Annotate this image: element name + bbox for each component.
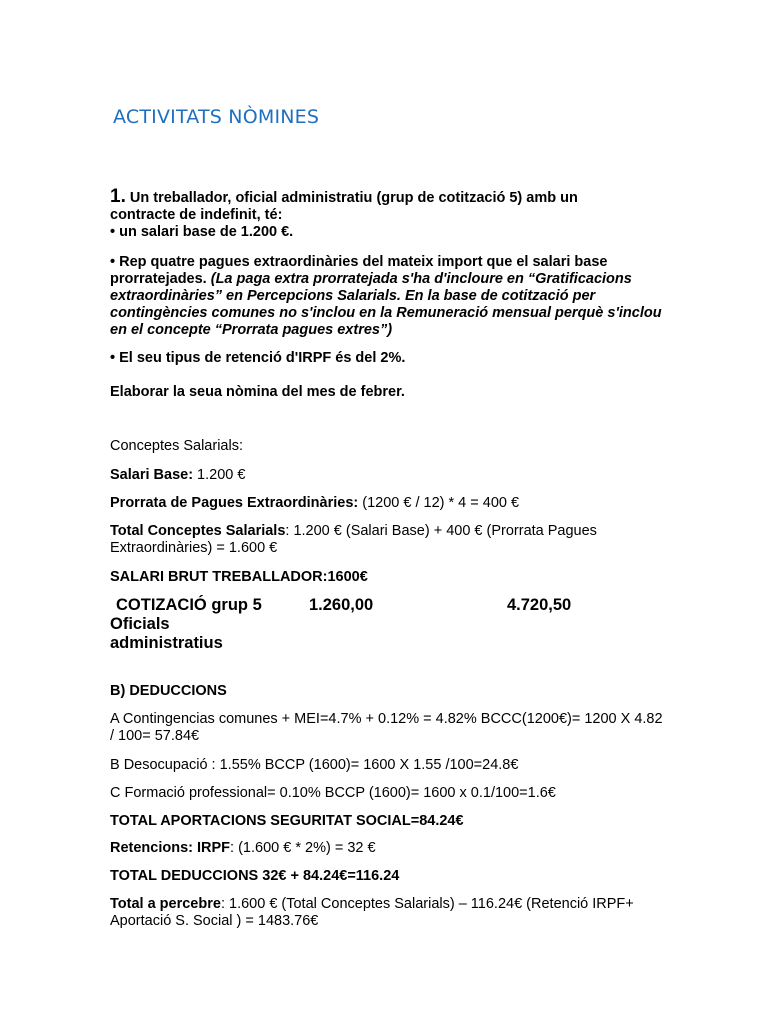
salary-base-value: 1.200 € [193,467,246,483]
cotizacio-row [110,596,670,656]
total-concepts-label: Total Conceptes Salarials [110,523,286,539]
cotizacio-value-min: 1.260,00 [309,596,374,614]
total-concepts-line [110,523,670,557]
bullet-pagues [110,254,670,339]
exercise-intro-line2: contracte de indefinit, té: [110,207,283,223]
deduction-c: C Formació professional= 0.10% BCCP (1600)= 1600 x 0.1/100=1.6€ [110,785,556,801]
total-percebre-label: Total a percebre [110,896,221,912]
prorrata-label: Prorrata de Pagues Extraordinàries: [110,495,359,511]
total-percebre-value: : 1.600 € (Total Conceptes Salarials) – 116.24€ (Retenció IRPF+ Aportació S. Social ) = 1483.76€ [110,896,634,929]
bullet-salary-base: • un salari base de 1.200 €. [110,224,294,240]
bullet-pagues-note: (La paga extra prorratejada s'ha d'incloure en “Gratificacions extraordinàries” en Percepcions Salarials. En la base de cotització per contingències comunes no s'inclou en la Remuneració mensual perquè s'inclou en el concepte “Prorrata pagues extres”) [110,271,662,338]
cotizacio-group-line2: administratius [110,634,223,652]
prorrata-line [110,495,670,512]
cotizacio-value-max: 4.720,50 [507,596,572,614]
exercise-intro-line1: Un treballador, oficial administratiu (grup de cotització 5) amb un [125,190,578,206]
total-ss: TOTAL APORTACIONS SEGURITAT SOCIAL=84.24€ [110,813,464,829]
gross-salary: SALARI BRUT TREBALLADOR:1600€ [110,569,368,585]
total-concepts-value: : 1.200 € (Salari Base) + 400 € (Prorrata Pagues Extraordinàries) = 1.600 € [110,523,597,556]
total-deductions: TOTAL DEDUCCIONS 32€ + 84.24€=116.24 [110,868,400,884]
bullet-pagues-bold: • Rep quatre pagues extraordinàries del mateix import que el salari base prorratejades. [110,254,608,287]
exercise-intro [110,188,670,241]
prorrata-value: (1200 € / 12) * 4 = 400 € [358,495,520,511]
bullet-irpf: • El seu tipus de retenció d'IRPF és del 2%. [110,350,406,366]
salary-heading: Conceptes Salarials: [110,438,243,454]
salary-base-label: Salari Base: [110,467,194,483]
exercise-number: 1. [110,186,126,207]
task-statement: Elaborar la seua nòmina del mes de febrer. [110,384,405,400]
deduction-a: A Contingencias comunes + MEI=4.7% + 0.12% = 4.82% BCCC(1200€)= 1200 X 4.82 / 100= 57.84€ [110,711,663,744]
page-title: ACTIVITATS NÒMINES [113,106,320,128]
irpf-value: : (1.600 € * 2%) = 32 € [230,840,376,856]
irpf-label: Retencions: IRPF [110,840,231,856]
salary-base-line [110,467,670,484]
total-percebre-line [110,896,670,930]
irpf-line [110,840,670,857]
cotizacio-group-line1: Oficials [110,615,170,633]
cotizacio-label: COTIZACIÓ grup 5 [116,596,262,614]
deductions-heading: B) DEDUCCIONS [110,683,227,699]
deduction-b: B Desocupació : 1.55% BCCP (1600)= 1600 X 1.55 /100=24.8€ [110,757,519,773]
